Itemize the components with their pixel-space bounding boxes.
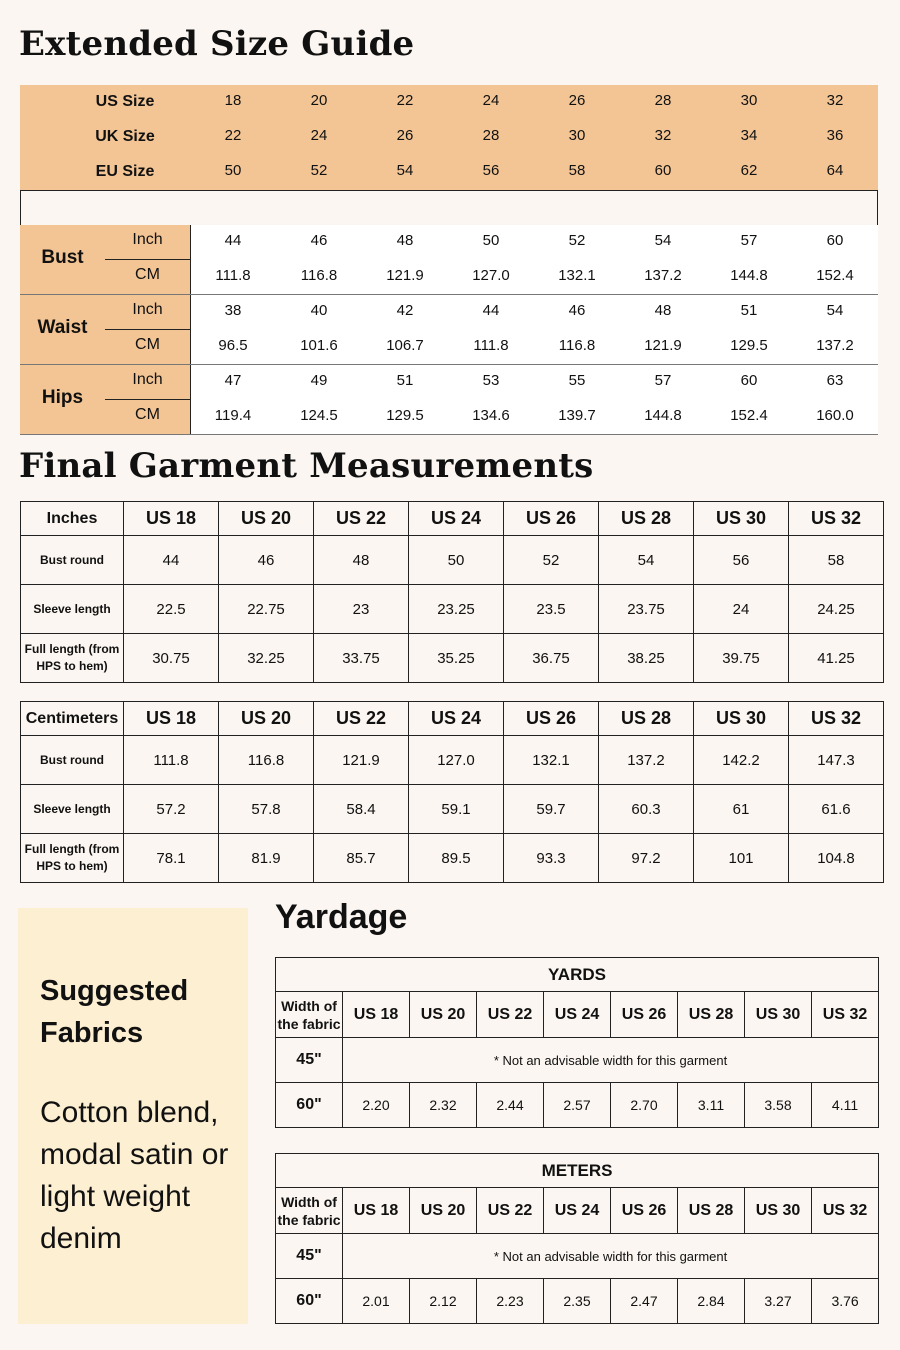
table-row: [21, 634, 884, 683]
table-row: [276, 1038, 879, 1083]
measurement-cell: 46: [219, 536, 314, 585]
size-header: US 18: [343, 992, 410, 1038]
inch-value: 38: [224, 302, 242, 319]
inch-value: 46: [310, 232, 328, 249]
header-row: [276, 1188, 879, 1234]
measurement-cell: 24.25: [789, 585, 884, 634]
table-row: [21, 585, 884, 634]
table-row: [21, 536, 884, 585]
inch-value: 48: [396, 232, 414, 249]
yardage-cell: 2.32: [410, 1083, 477, 1128]
inch-value: 57: [740, 232, 758, 249]
measurement-cell: 36.75: [504, 634, 599, 683]
measurement-cell: 59.1: [409, 785, 504, 834]
yardage-cell: 2.44: [477, 1083, 544, 1128]
inch-value: 54: [826, 302, 844, 319]
yardage-cell: 3.11: [678, 1083, 745, 1128]
measurement-cell: 30.75: [124, 634, 219, 683]
cm-value: 111.8: [473, 337, 509, 354]
size-header: US 26: [611, 992, 678, 1038]
size-header: US 20: [410, 992, 477, 1038]
cm-value: 132.1: [558, 267, 596, 284]
inch-value: 44: [482, 302, 500, 319]
measurement-cell: 104.8: [789, 834, 884, 883]
inch-value: 48: [654, 302, 672, 319]
inch-value: 44: [224, 232, 242, 249]
measurement-cell: 132.1: [504, 736, 599, 785]
blank-divider-row: [20, 190, 878, 226]
yardage-cell: 3.76: [812, 1279, 879, 1324]
unit-divider: [105, 259, 190, 260]
conversion-cell: 22: [396, 92, 414, 109]
inch-value: 50: [482, 232, 500, 249]
cm-value: 119.4: [214, 407, 252, 424]
header-row: [276, 992, 879, 1038]
row-label: Full length (from HPS to hem): [21, 834, 124, 883]
cm-value: 121.9: [644, 337, 682, 354]
size-header: US 30: [694, 702, 789, 736]
conversion-row: [20, 120, 878, 155]
yardage-cell: 2.70: [611, 1083, 678, 1128]
size-header: US 28: [678, 1188, 745, 1234]
conversion-cell: 22: [224, 127, 242, 144]
measurement-cell: 54: [599, 536, 694, 585]
size-header: US 22: [314, 702, 409, 736]
table-row: [276, 1083, 879, 1128]
conversion-row: [20, 85, 878, 120]
conversion-cell: 34: [740, 127, 758, 144]
measurement-cell: 58: [789, 536, 884, 585]
row-label: Sleeve length: [21, 785, 124, 834]
inch-value: 42: [396, 302, 414, 319]
size-header: US 32: [789, 502, 884, 536]
size-header: US 32: [812, 1188, 879, 1234]
measurement-cell: 127.0: [409, 736, 504, 785]
inch-value: 60: [826, 232, 844, 249]
conversion-cell: 20: [310, 92, 328, 109]
size-conversion-table: [20, 85, 878, 190]
width-header: Width of the fabric: [276, 992, 343, 1038]
column-divider: [190, 225, 191, 295]
cm-value: 111.8: [215, 267, 251, 284]
measurement-cell: 116.8: [219, 736, 314, 785]
cm-value: 127.0: [472, 267, 510, 284]
conversion-cell: 58: [568, 162, 586, 179]
measurement-cell: 23.5: [504, 585, 599, 634]
measurement-cell: 61: [694, 785, 789, 834]
measurement-values: [190, 295, 878, 365]
measurement-cell: 24: [694, 585, 789, 634]
cm-value: 106.7: [386, 337, 424, 354]
inch-value: 51: [396, 372, 414, 389]
cm-value: 96.5: [218, 337, 248, 354]
not-advisable-note: * Not an advisable width for this garment: [343, 1234, 879, 1279]
conversion-row-label: UK Size: [95, 128, 155, 145]
measurement-cell: 57.8: [219, 785, 314, 834]
size-header: US 24: [544, 992, 611, 1038]
measurement-cell: 52: [504, 536, 599, 585]
size-header: US 28: [678, 992, 745, 1038]
measurement-cell: 50: [409, 536, 504, 585]
conversion-cell: 54: [396, 162, 414, 179]
measurement-values: [190, 225, 878, 295]
conversion-cell: 28: [654, 92, 672, 109]
measurement-cell: 85.7: [314, 834, 409, 883]
measurement-cell: 48: [314, 536, 409, 585]
column-divider: [190, 365, 191, 435]
measurement-cell: 38.25: [599, 634, 694, 683]
measurement-values: [190, 365, 878, 435]
cm-value: 101.6: [300, 337, 338, 354]
measurement-cell: 61.6: [789, 785, 884, 834]
inch-value: 53: [482, 372, 500, 389]
measurement-cell: 93.3: [504, 834, 599, 883]
conversion-cell: 32: [826, 92, 844, 109]
width-header: Width of the fabric: [276, 1188, 343, 1234]
measurement-cell: 56: [694, 536, 789, 585]
size-header: US 24: [409, 702, 504, 736]
cm-value: 116.8: [558, 337, 596, 354]
measurement-cell: 22.5: [124, 585, 219, 634]
size-header: US 20: [410, 1188, 477, 1234]
unit-divider: [105, 329, 190, 330]
conversion-cell: 24: [310, 127, 328, 144]
inch-value: 49: [310, 372, 328, 389]
measurement-cell: 81.9: [219, 834, 314, 883]
cm-value: 121.9: [386, 267, 424, 284]
inch-value: 55: [568, 372, 586, 389]
inch-value: 47: [224, 372, 242, 389]
table-row: [21, 785, 884, 834]
measurement-cell: 33.75: [314, 634, 409, 683]
suggested-fabrics-panel: [18, 908, 248, 1324]
measurement-cell: 111.8: [124, 736, 219, 785]
measurement-cell: 41.25: [789, 634, 884, 683]
cm-value: 137.2: [816, 337, 854, 354]
yardage-cell: 2.20: [343, 1083, 410, 1128]
measurement-cell: 39.75: [694, 634, 789, 683]
caption-row: [276, 958, 879, 992]
conversion-cell: 50: [224, 162, 242, 179]
inch-value: 51: [740, 302, 758, 319]
inch-value: 46: [568, 302, 586, 319]
conversion-cell: 28: [482, 127, 500, 144]
table-row: [276, 1234, 879, 1279]
row-label: Bust round: [21, 736, 124, 785]
conversion-cell: 30: [740, 92, 758, 109]
conversion-cell: 24: [482, 92, 500, 109]
garment-inches-table: [20, 501, 884, 683]
cm-value: 160.0: [816, 407, 854, 424]
size-header: US 20: [219, 702, 314, 736]
inch-value: 54: [654, 232, 672, 249]
conversion-cell: 26: [568, 92, 586, 109]
yardage-cell: 2.57: [544, 1083, 611, 1128]
garment-centimeters-table: [20, 701, 884, 883]
inch-value: 52: [568, 232, 586, 249]
size-header: US 28: [599, 702, 694, 736]
not-advisable-note: * Not an advisable width for this garment: [343, 1038, 879, 1083]
measurement-block-waist: [20, 295, 878, 365]
measurement-cell: 22.75: [219, 585, 314, 634]
conversion-cell: 62: [740, 162, 758, 179]
yardage-caption: YARDS: [276, 958, 879, 992]
unit-label-cm: CM: [135, 336, 160, 353]
unit-header: Inches: [21, 502, 124, 536]
measurement-cell: 89.5: [409, 834, 504, 883]
measurement-name: Waist: [37, 317, 88, 338]
size-header: US 30: [745, 1188, 812, 1234]
cm-value: 124.5: [300, 407, 338, 424]
size-header: US 24: [409, 502, 504, 536]
inch-value: 63: [826, 372, 844, 389]
table-row: [21, 736, 884, 785]
table-row: [21, 834, 884, 883]
measurement-name: Hips: [41, 387, 84, 408]
measurement-cell: 121.9: [314, 736, 409, 785]
unit-label-inch: Inch: [132, 301, 163, 318]
cm-value: 134.6: [472, 407, 510, 424]
unit-label-cm: CM: [135, 266, 160, 283]
conversion-cell: 64: [826, 162, 844, 179]
conversion-cell: 32: [654, 127, 672, 144]
unit-label-inch: Inch: [132, 371, 163, 388]
size-guide-title: Extended Size Guide: [19, 24, 415, 64]
cm-value: 144.8: [644, 407, 682, 424]
row-label: Sleeve length: [21, 585, 124, 634]
row-label: Bust round: [21, 536, 124, 585]
yardage-yards-table: [275, 957, 879, 1128]
yardage-caption: METERS: [276, 1154, 879, 1188]
size-header: US 32: [789, 702, 884, 736]
cm-value: 137.2: [644, 267, 682, 284]
yardage-cell: 2.84: [678, 1279, 745, 1324]
size-header: US 18: [124, 702, 219, 736]
cm-value: 129.5: [386, 407, 424, 424]
size-header: US 22: [314, 502, 409, 536]
header-row: [21, 502, 884, 536]
yardage-title: Yardage: [275, 898, 408, 936]
conversion-row-label: US Size: [95, 93, 155, 110]
size-header: US 18: [124, 502, 219, 536]
fabrics-description: Cotton blend, modal satin or light weight denim: [40, 1096, 229, 1255]
yardage-cell: 2.01: [343, 1279, 410, 1324]
fabric-width: 45": [276, 1234, 343, 1279]
conversion-row-label: EU Size: [95, 163, 155, 180]
measurement-label-cell: [20, 225, 190, 295]
size-header: US 22: [477, 1188, 544, 1234]
measurement-label-cell: [20, 365, 190, 435]
size-header: US 26: [504, 502, 599, 536]
table-row: [276, 1279, 879, 1324]
yardage-cell: 3.58: [745, 1083, 812, 1128]
measurement-cell: 32.25: [219, 634, 314, 683]
cm-value: 116.8: [300, 267, 338, 284]
header-row: [21, 702, 884, 736]
conversion-cell: 56: [482, 162, 500, 179]
measurement-cell: 57.2: [124, 785, 219, 834]
size-header: US 26: [611, 1188, 678, 1234]
cm-value: 152.4: [730, 407, 768, 424]
measurement-name: Bust: [41, 247, 84, 268]
conversion-cell: 60: [654, 162, 672, 179]
conversion-cell: 30: [568, 127, 586, 144]
unit-divider: [105, 399, 190, 400]
measurement-cell: 137.2: [599, 736, 694, 785]
conversion-row: [20, 155, 878, 190]
unit-label-cm: CM: [135, 406, 160, 423]
unit-label-inch: Inch: [132, 231, 163, 248]
size-header: US 26: [504, 702, 599, 736]
measurement-cell: 23.75: [599, 585, 694, 634]
row-divider: [20, 434, 878, 435]
size-header: US 20: [219, 502, 314, 536]
column-divider: [190, 295, 191, 365]
measurement-cell: 23: [314, 585, 409, 634]
measurement-cell: 44: [124, 536, 219, 585]
yardage-cell: 2.23: [477, 1279, 544, 1324]
conversion-cell: 18: [224, 92, 242, 109]
measurement-cell: 60.3: [599, 785, 694, 834]
fabric-width: 60": [276, 1083, 343, 1128]
measurement-block-hips: [20, 365, 878, 435]
measurement-cell: 101: [694, 834, 789, 883]
fabric-width: 45": [276, 1038, 343, 1083]
yardage-cell: 2.35: [544, 1279, 611, 1324]
measurement-cell: 59.7: [504, 785, 599, 834]
yardage-cell: 2.12: [410, 1279, 477, 1324]
measurement-label-cell: [20, 295, 190, 365]
inch-value: 57: [654, 372, 672, 389]
measurement-cell: 23.25: [409, 585, 504, 634]
fabric-width: 60": [276, 1279, 343, 1324]
size-header: US 18: [343, 1188, 410, 1234]
measurement-cell: 35.25: [409, 634, 504, 683]
measurement-cell: 97.2: [599, 834, 694, 883]
yardage-meters-table: [275, 1153, 879, 1324]
caption-row: [276, 1154, 879, 1188]
unit-header: Centimeters: [21, 702, 124, 736]
measurement-cell: 78.1: [124, 834, 219, 883]
measurement-cell: 58.4: [314, 785, 409, 834]
measurement-cell: 147.3: [789, 736, 884, 785]
cm-value: 139.7: [558, 407, 596, 424]
size-header: US 22: [477, 992, 544, 1038]
yardage-cell: 3.27: [745, 1279, 812, 1324]
size-header: US 28: [599, 502, 694, 536]
cm-value: 144.8: [730, 267, 768, 284]
yardage-cell: 2.47: [611, 1279, 678, 1324]
cm-value: 152.4: [816, 267, 854, 284]
size-header: US 30: [745, 992, 812, 1038]
size-header: US 24: [544, 1188, 611, 1234]
measurement-block-bust: [20, 225, 878, 295]
conversion-cell: 52: [310, 162, 328, 179]
row-label: Full length (from HPS to hem): [21, 634, 124, 683]
yardage-cell: 4.11: [812, 1083, 879, 1128]
garment-measurements-title: Final Garment Measurements: [19, 446, 594, 486]
inch-value: 40: [310, 302, 328, 319]
measurement-cell: 142.2: [694, 736, 789, 785]
fabrics-title: Suggested Fabrics: [40, 975, 189, 1049]
cm-value: 129.5: [730, 337, 768, 354]
conversion-cell: 36: [826, 127, 844, 144]
size-header: US 30: [694, 502, 789, 536]
size-header: US 32: [812, 992, 879, 1038]
inch-value: 60: [740, 372, 758, 389]
conversion-cell: 26: [396, 127, 414, 144]
